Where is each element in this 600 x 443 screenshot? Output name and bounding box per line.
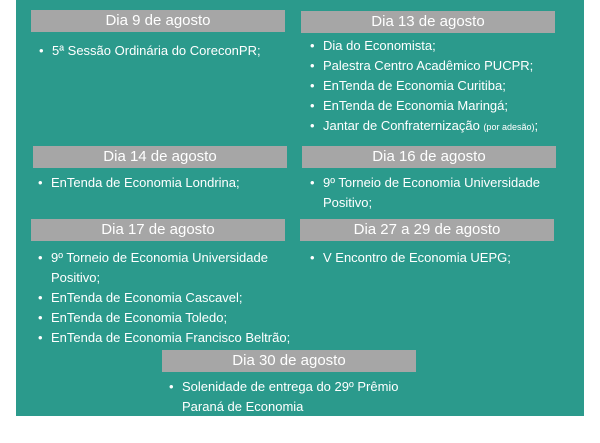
section-header-dia-16: Dia 16 de agosto <box>302 146 556 168</box>
list-item: • Dia do Economista; <box>310 36 580 56</box>
list-item-end: ; <box>534 118 539 133</box>
list-item: • 9º Torneio de Economia Universidade Positivo; <box>310 173 572 213</box>
section-header-dia-13: Dia 13 de agosto <box>301 11 555 33</box>
list-item: • EnTenda de Economia Francisco Beltrão; <box>38 328 300 348</box>
list-item: • Palestra Centro Acadêmico PUCPR; <box>310 56 580 76</box>
section-list-dia-9 <box>39 41 289 61</box>
list-item: • 5ª Sessão Ordinária do CoreconPR; <box>39 41 289 61</box>
section-header-dia-9: Dia 9 de agosto <box>31 10 285 32</box>
list-item-text: Jantar de Confraternização <box>323 118 480 133</box>
list-item: • EnTenda de Economia Toledo; <box>38 308 300 328</box>
section-header-dia-14: Dia 14 de agosto <box>33 146 287 168</box>
list-item: • EnTenda de Economia Londrina; <box>38 173 288 193</box>
adhesion-note: (por adesão) <box>483 122 535 132</box>
section-list-dia-17 <box>38 248 300 348</box>
section-list-dia-16 <box>310 173 572 213</box>
list-item: • V Encontro de Economia UEPG; <box>310 248 572 268</box>
list-item: • EnTenda de Economia Cascavel; <box>38 288 300 308</box>
section-header-dia-30: Dia 30 de agosto <box>162 350 416 372</box>
list-item: • 9º Torneio de Economia Universidade Positivo; <box>38 248 300 288</box>
section-header-dia-27-29: Dia 27 a 29 de agosto <box>300 219 554 241</box>
list-item <box>310 116 580 137</box>
section-list-dia-30 <box>169 377 429 417</box>
section-header-dia-17: Dia 17 de agosto <box>31 219 285 241</box>
section-list-dia-14 <box>38 173 288 193</box>
list-item: • Solenidade de entrega do 29º Prêmio Paraná de Economia <box>169 377 429 417</box>
section-list-dia-13 <box>310 36 580 137</box>
section-list-dia-27-29 <box>310 248 572 268</box>
list-item: • EnTenda de Economia Curitiba; <box>310 76 580 96</box>
list-item: • EnTenda de Economia Maringá; <box>310 96 580 116</box>
